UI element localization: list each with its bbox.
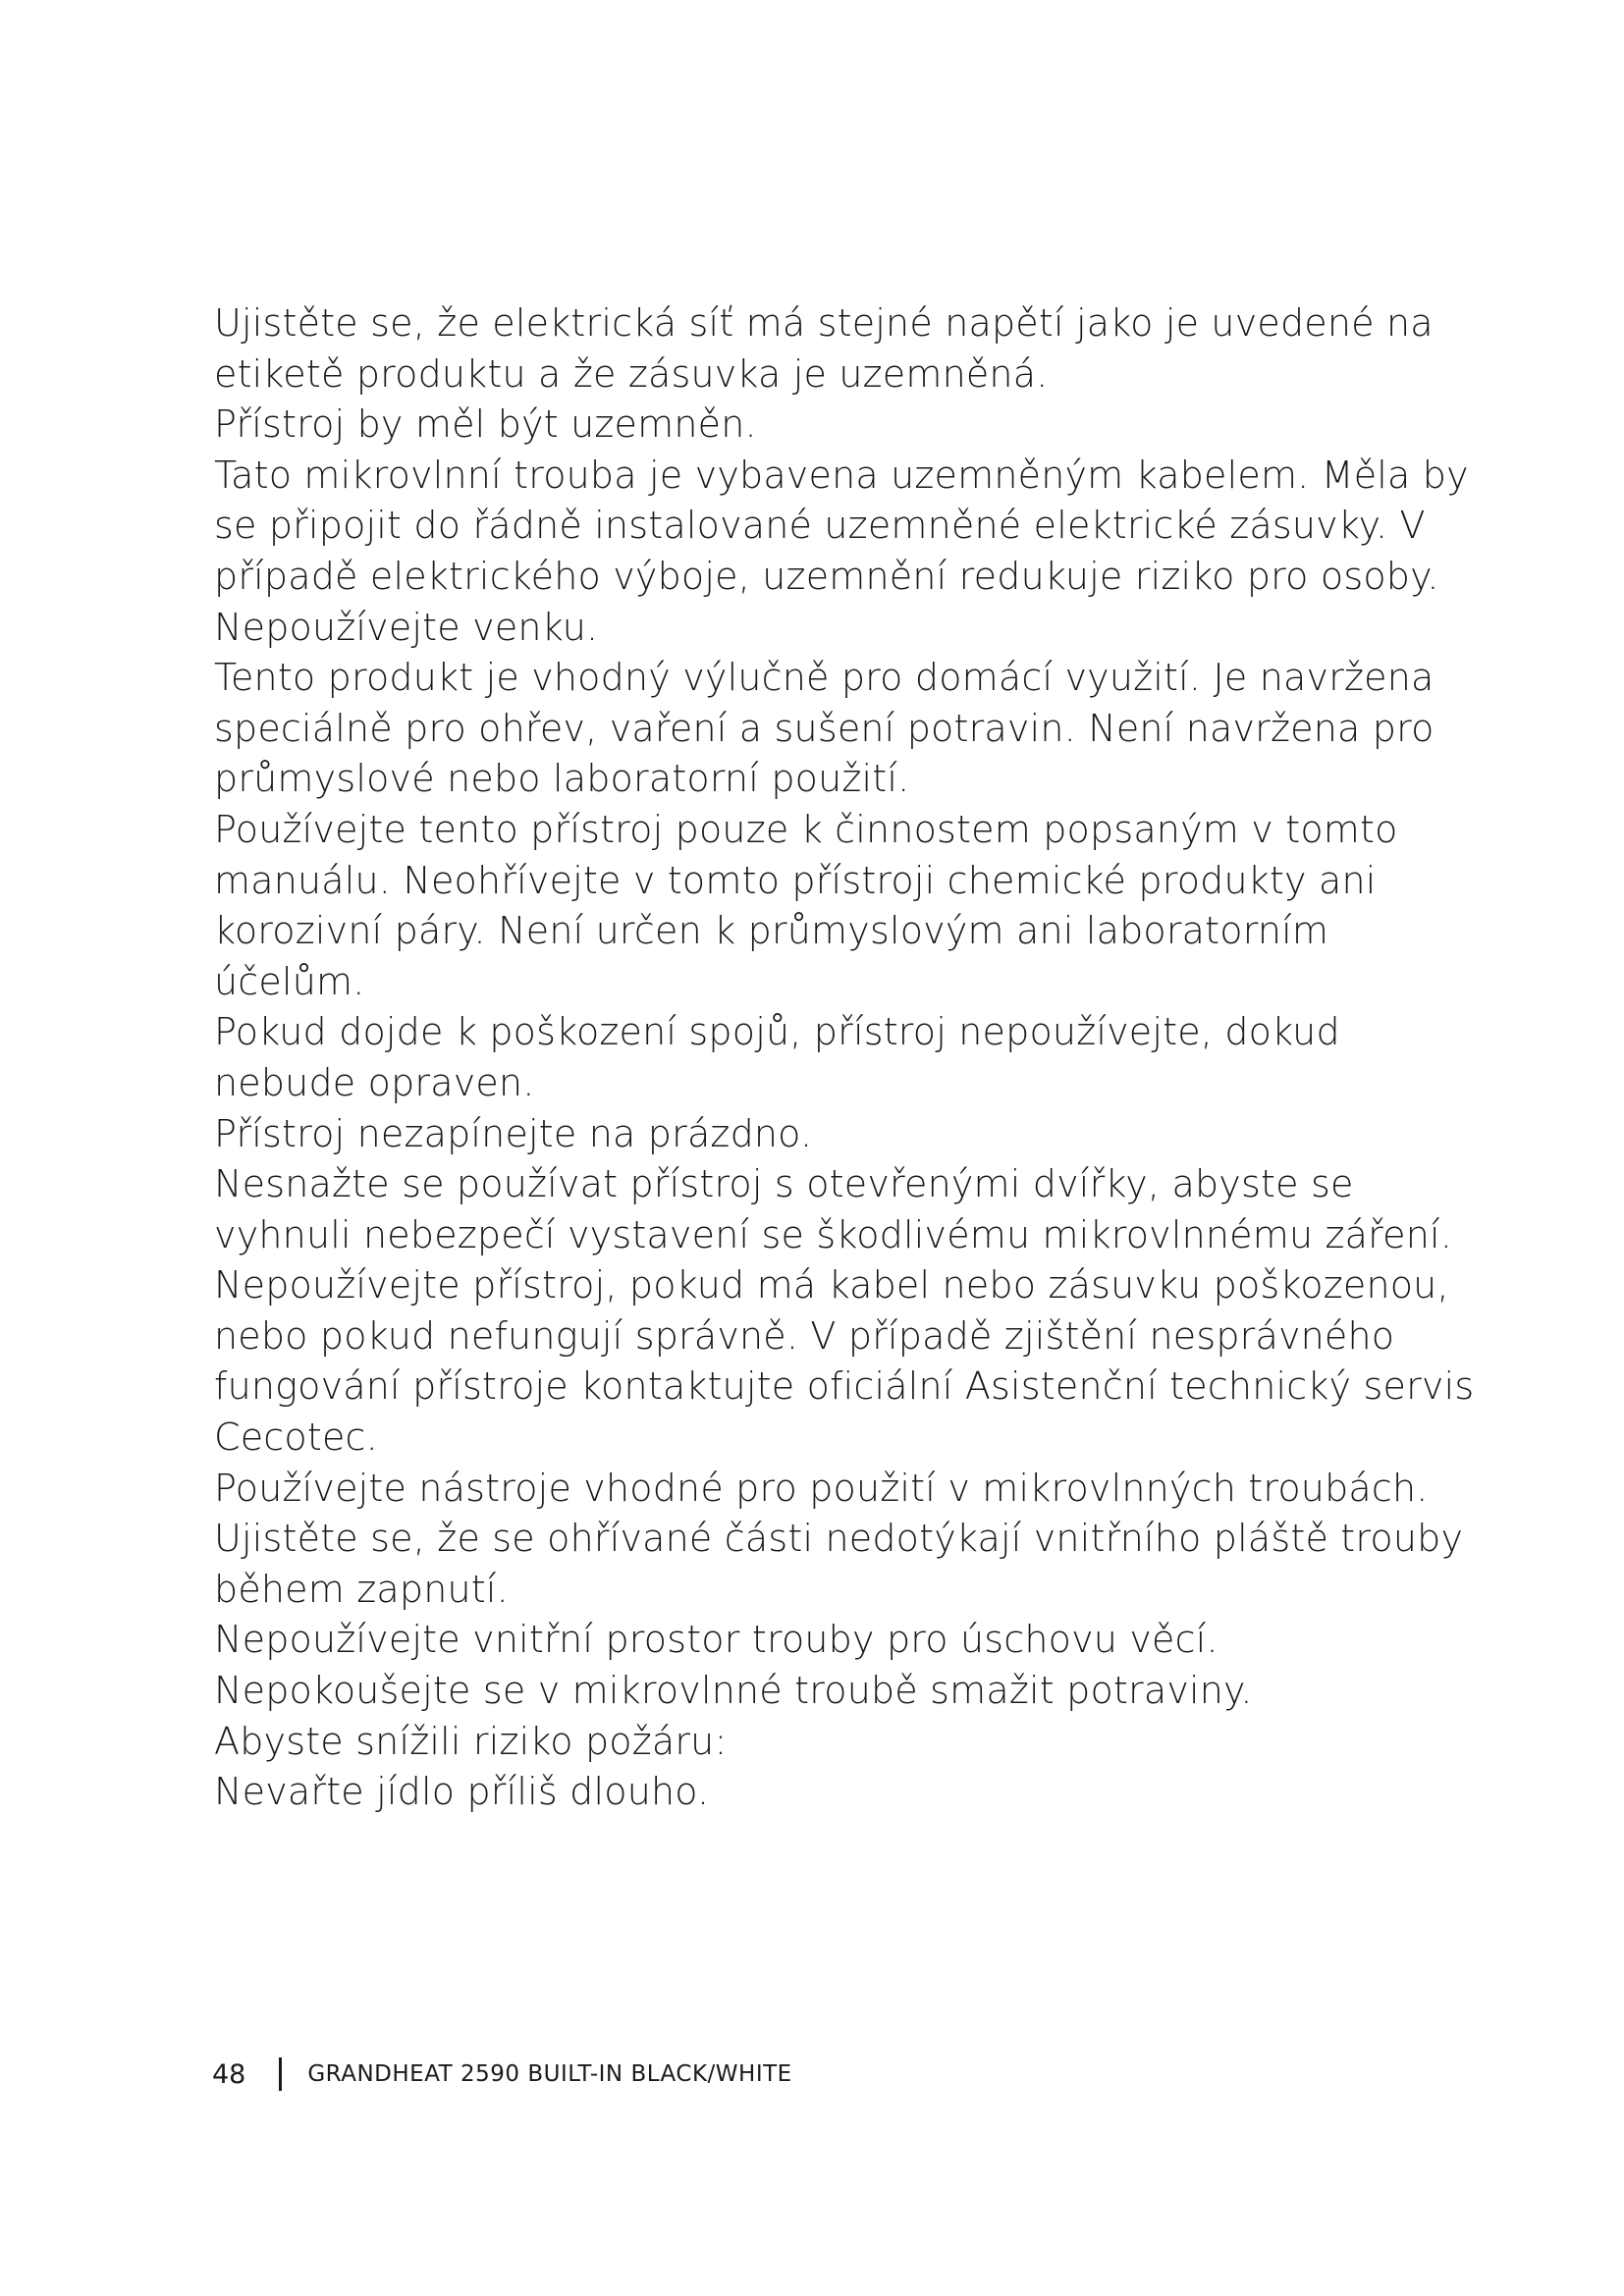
page-footer [212,2055,792,2094]
paragraph-grounded-cable: Tato mikrovlnní trouba je vybavena uzemněným kabelem. Měla by se připojit do řádně instalované uzemněné elektrické zásuvky. V případě elektrického výboje, uzemnění redukuje riziko pro osoby. [214,453,1469,598]
paragraph-fire-risk: Abyste snížili riziko požáru: [214,1719,728,1763]
paragraph-damaged-cable: Nepoužívejte přístroj, pokud má kabel nebo zásuvku poškozenou, nebo pokud nefungují správně. V případě zjištění nesprávného fungování přístroje kontaktujte oficiální Asistenční technický servis Cecotec. [214,1263,1475,1460]
paragraph-grounding: Přístroj by měl být uzemněn. [214,402,757,447]
paragraph-intended-use: Používejte tento přístroj pouze k činnostem popsaným v tomto manuálu. Neohřívejte v tomto přístroji chemické produkty ani korozivní páry. Není určen k průmyslovým ani laboratorním účelům. [214,807,1398,1003]
paragraph-no-outdoor: Nepoužívejte venku. [214,605,599,649]
product-name: GRANDHEAT 2590 BUILT-IN BLACK/WHITE [307,2061,792,2087]
footer-divider [279,2057,282,2091]
paragraph-domestic-use: Tento produkt je vhodný výlučně pro domácí využití. Je navržena speciálně pro ohřev, vaření a sušení potravin. Není navržena pro průmyslové nebo laboratorní použití. [214,656,1435,801]
page-number: 48 [212,2058,246,2090]
paragraph-suitable-utensils: Používejte nástroje vhodné pro použití v mikrovlnných troubách. Ujistěte se, že se ohřívané části nedotýkají vnitřního pláště trouby během zapnutí. [214,1466,1464,1611]
paragraph-damaged-seals: Pokud dojde k poškození spojů, přístroj nepoužívejte, dokud nebude opraven. [214,1010,1340,1104]
paragraph-no-overcooking: Nevařte jídlo příliš dlouho. [214,1770,710,1814]
paragraph-no-empty-run: Přístroj nezapínejte na prázdno. [214,1111,813,1155]
paragraph-no-storage: Nepoužívejte vnitřní prostor trouby pro úschovu věcí. [214,1618,1218,1662]
paragraph-voltage-check: Ujistěte se, že elektrická síť má stejné napětí jako je uvedené na etiketě produktu a že zásuvka je uzemněná. [214,301,1434,396]
paragraph-door-open: Nesnažte se používat přístroj s otevřenými dvířky, abyste se vyhnuli nebezpečí vystavení se škodlivému mikrovlnnému záření. [214,1162,1453,1256]
document-body [214,298,1483,1818]
paragraph-no-frying: Nepokoušejte se v mikrovlnné troubě smažit potraviny. [214,1669,1253,1713]
